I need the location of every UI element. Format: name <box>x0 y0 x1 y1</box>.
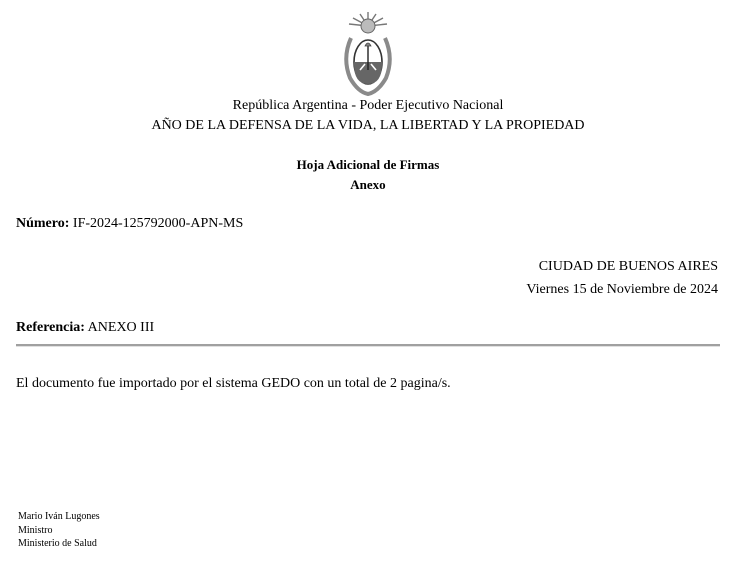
numero-label: Número: <box>16 216 70 231</box>
signer-office: Ministerio de Salud <box>18 538 97 549</box>
city: CIUDAD DE BUENOS AIRES <box>538 259 718 274</box>
divider <box>16 344 720 347</box>
signer-role: Ministro <box>18 524 53 536</box>
document-subtitle: Anexo <box>350 177 386 192</box>
referencia-row <box>16 318 154 338</box>
document-title: Hoja Adicional de Firmas <box>296 157 440 172</box>
header-line-2: AÑO DE LA DEFENSA DE LA VIDA, LA LIBERTAD Y LA PROPIEDAD <box>151 118 585 133</box>
date: Viernes 15 de Noviembre de 2024 <box>526 282 718 297</box>
referencia-label: Referencia: <box>16 320 85 335</box>
numero-row <box>16 214 243 234</box>
signature-block <box>18 510 100 551</box>
body-text: El documento fue importado por el sistema GEDO con un total de 2 pagina/s. <box>16 376 451 391</box>
referencia-value: ANEXO III <box>87 320 155 335</box>
header-line-1: República Argentina - Poder Ejecutivo Nacional <box>232 98 504 113</box>
numero-value: IF-2024-125792000-APN-MS <box>72 216 244 231</box>
signer-name: Mario Iván Lugones <box>18 511 100 522</box>
coat-of-arms-icon <box>338 12 398 96</box>
